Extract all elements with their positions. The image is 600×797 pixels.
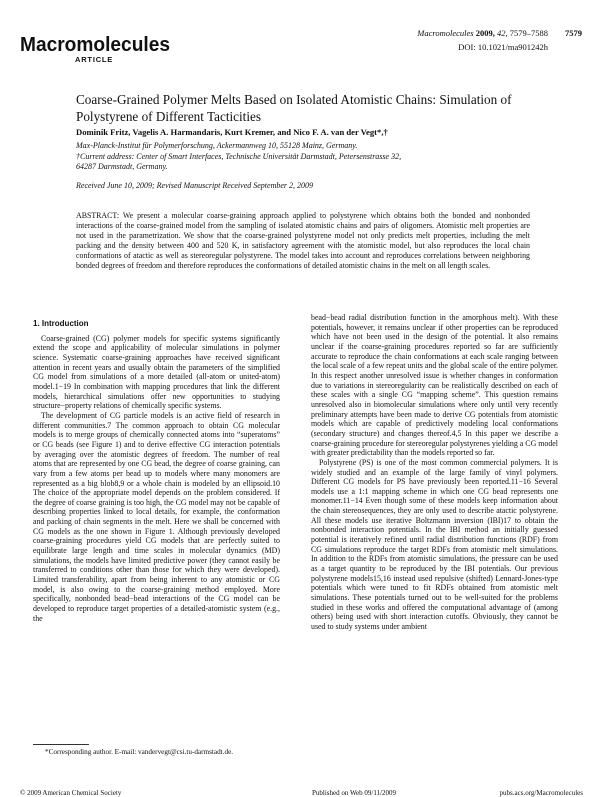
footnote-divider <box>33 744 89 745</box>
paragraph: bead−bead radial distribution function in the amorphous melt). With these potentials, however, it remains unclear if other properties can be reproduced which have not been used in the design of the potential. It also remains unclear if the coarse-graining procedures reported so far are sufficiently accurate to reproduce the chain conformations at each scale ranging between the local scale of a few repeat units and the global scale of the entire polymer. In this respect another unresolved issue is whether changes in conformation due to variations in stereoregularity can be realistically described on each of these scales with a single CG “mapping scheme”. This question remains unresolved also in biomolecular simulations where only until very recently preliminary attempts have been made to derive CG potentials from atomistic models which are capable of predictively modeling local conformations (secondary structure) and changes thereof.4,5 In this paper we describe a coarse-graining procedure for stereoregular polystyrenes yielding a CG model with greater predictability than the models reported so far. <box>311 313 558 458</box>
body-column-right <box>311 313 558 632</box>
body-column-left <box>33 313 280 623</box>
footnote-corresponding-author: *Corresponding author. E-mail: vandervegt@csi.tu-darmstadt.de. <box>45 748 234 756</box>
paragraph: Polystyrene (PS) is one of the most common commercial polymers. It is widely studied and an example of the large family of vinyl polymers. Different CG models for PS have previously been reported.11−16 Several models use a 1:1 mapping scheme in which one CG bead represents one monomer.11−14 Even though some of these models keep information about the chain stereosequences, they are only used to describe atactic polystyrene. All these models use iterative Boltzmann inversion (IBI)17 to obtain the nonbonded interaction potentials. In the IBI method an initially guessed potential is iteratively refined until radial distribution functions (RDF) from CG simulations reproduce the target RDFs from atomistic melt simulations. In addition to the RDFs from atomistic simulations, the pressure can be used as a target quantity to be reproduced by the IBI potentials. Our previous polystyrene models15,16 instead used repulsive (shifted) Lennard-Jones-type potentials which were tuned to fit RDFs obtained from atomistic melt simulations. These potentials turned out to be well-suited for the problems studied in these works and offered the computational advantage of (among others) being used with short interaction cutoffs. Obviously, they cannot be used to study systems under ambient <box>311 457 558 631</box>
published-date: Published on Web 09/11/2009 <box>312 789 397 797</box>
received-dates: Received June 10, 2009; Revised Manuscript Received September 2, 2009 <box>76 181 314 190</box>
article-type-label: ARTICLE <box>75 55 114 64</box>
section-heading: 1. Introduction <box>33 319 89 328</box>
journal-pages: 7579–7588 <box>509 28 548 38</box>
affiliation-line-2: †Current address: Center of Smart Interfaces, Technische Universität Darmstadt, Petersenstrasse 32, <box>76 151 402 161</box>
paragraph: The development of CG particle models is an active field of research in different communities.7 The common approach to obtain CG molecular models is to merge groups of chemically connected atoms into “superatoms” or CG beads (see Figure 1) and to derive effective CG interaction potentials by averaging over the atomistic degrees of freedom. The number of real atoms that are represented by one CG bead, the degree of coarse graining, can vary from a few atoms per bead up to models where many monomers are represented as a big blob8,9 or a whole chain is modeled by an ellipsoid.10 The choice of the appropriate model depends on the problem considered. If the degree of coarse graining is too high, the CG model may not be capable of describing properties linked to local details, for example, the conformation and packing of chain segments in the melt. Here we shall be concerned with CG models as the one shown in Figure 1. Although previously developed coarse-graining procedures yield CG models that are perfectly suited to equilibrate large length and time scales in molecular dynamics (MD) simulations, the models have limited predictive power (they cannot easily be transferred to conditions other than those for which they were developed). Limited transferability, apart from being inherent to any atomistic or CG model, is also owing to the coarse-graining method employed. More specifically, nonbonded bead−bead interactions of the CG model can be developed to reproduce target properties of a detailed-atomistic system (e.g., the <box>33 410 280 623</box>
journal-year: 2009, <box>475 28 495 38</box>
journal-cite-name: Macromolecules <box>417 28 474 38</box>
paragraph: Coarse-grained (CG) polymer models for specific systems significantly extend the scope and applicability of molecular simulations in polymer science. Systematic coarse-graining approaches have received significant attention in recent years and usually obtain the parameters of the simplified CG model from simulations of a more detailed (all-atom or united-atom) model.1−19 In combination with mapping procedures that link the different models, hierarchical simulations offer new opportunities to studying structure−property relations of chemically specific systems. <box>33 333 280 411</box>
journal-logo-text: Macromolecules <box>20 34 170 56</box>
copyright: © 2009 American Chemical Society <box>20 789 122 797</box>
affiliation-line-3: 64287 Darmstadt, Germany. <box>76 162 168 171</box>
author-list: Dominik Fritz, Vagelis A. Harmandaris, Kurt Kremer, and Nico F. A. van der Vegt*,† <box>76 127 388 137</box>
article-title: Coarse-Grained Polymer Melts Based on Isolated Atomistic Chains: Simulation of Polystyrene of Different Tacticities <box>76 92 512 124</box>
doi[interactable]: DOI: 10.1021/ma901242h <box>458 42 548 52</box>
page-number: 7579 <box>565 28 582 38</box>
journal-volume: 42, <box>497 28 508 38</box>
journal-citation <box>417 28 548 38</box>
affiliation-line-1: Max-Planck-Institut für Polymerforschung, Ackermannweg 10, 55128 Mainz, Germany. <box>76 141 358 150</box>
abstract: ABSTRACT: We present a molecular coarse-graining approach applied to polystyrene which obtains both the bonded and nonbonded interactions of the coarse-grained model from the sampling of isolated atomistic chains and pairs of oligomers. Atomistic melt properties are not used in the parametrization. We show that the coarse-grained polystyrene model not only predicts melt properties, including the melt packing and the density between 400 and 520 K, in satisfactory agreement with the atomistic model, but also reproduces the local chain conformations of atactic as well as stereoregular polystyrene. The model takes into account and reproduces correlations between neighboring bonded degrees of freedom and therefore reproduces the conformations of detailed atomistic chains in the melt on all length scales. <box>76 211 530 270</box>
journal-website-link[interactable]: pubs.acs.org/Macromolecules <box>499 789 583 797</box>
journal-logo <box>20 32 170 56</box>
affiliations <box>76 141 536 173</box>
